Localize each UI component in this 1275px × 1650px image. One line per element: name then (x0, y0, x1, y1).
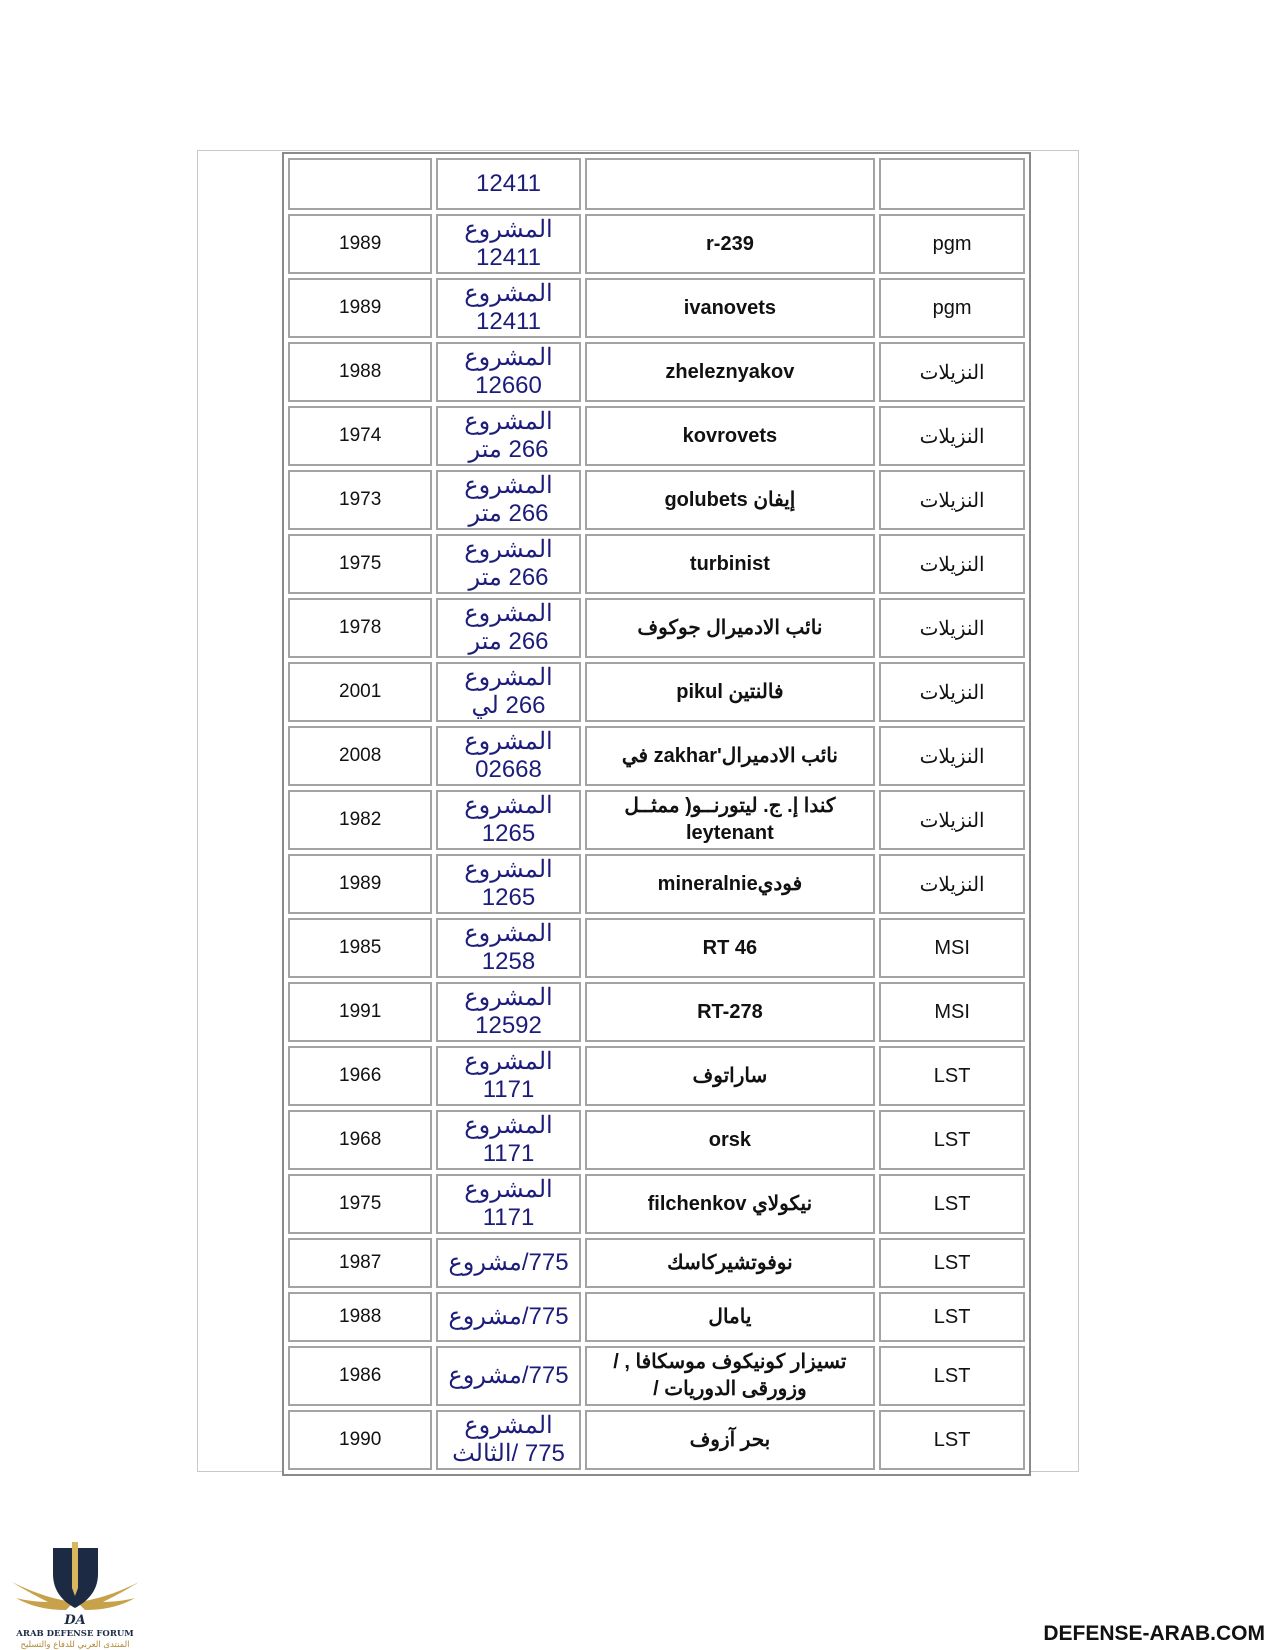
table-row (288, 342, 1025, 402)
project-cell: المشروع 1258 (436, 918, 580, 978)
ships-table (282, 152, 1031, 1476)
type-cell: النزيلات (879, 342, 1025, 402)
table-row (288, 1110, 1025, 1170)
project-cell: 775/مشروع (436, 1238, 580, 1288)
type-cell: LST (879, 1174, 1025, 1234)
year-cell: 1986 (288, 1346, 432, 1406)
type-cell: pgm (879, 214, 1025, 274)
name-cell: zheleznyakov (585, 342, 876, 402)
type-cell: LST (879, 1238, 1025, 1288)
project-cell: المشروع 1265 (436, 790, 580, 850)
type-cell: MSI (879, 918, 1025, 978)
project-cell: المشروع 266 لي (436, 662, 580, 722)
table-row (288, 726, 1025, 786)
name-cell: orsk (585, 1110, 876, 1170)
sword-icon (72, 1542, 78, 1596)
type-cell: LST (879, 1292, 1025, 1342)
project-cell: المشروع 12592 (436, 982, 580, 1042)
name-cell: فوديmineralnie (585, 854, 876, 914)
year-cell: 1975 (288, 1174, 432, 1234)
project-cell: المشروع 12411 (436, 214, 580, 274)
project-cell: المشروع 1265 (436, 854, 580, 914)
year-cell: 1982 (288, 790, 432, 850)
project-cell: المشروع 266 متر (436, 470, 580, 530)
table-row (288, 214, 1025, 274)
table-row (288, 1410, 1025, 1470)
year-cell: 1966 (288, 1046, 432, 1106)
table-row (288, 470, 1025, 530)
name-cell: r-239 (585, 214, 876, 274)
forum-logo (8, 1540, 143, 1650)
year-cell: 1989 (288, 854, 432, 914)
site-url: DEFENSE-ARAB.COM (1043, 1622, 1265, 1645)
name-cell: RT 46 (585, 918, 876, 978)
year-cell: 1975 (288, 534, 432, 594)
type-cell: النزيلات (879, 854, 1025, 914)
year-cell: 1978 (288, 598, 432, 658)
name-cell: نائب الادميرال'zakhar في (585, 726, 876, 786)
table-row (288, 982, 1025, 1042)
type-cell: النزيلات (879, 406, 1025, 466)
table-row (288, 918, 1025, 978)
table-row (288, 158, 1025, 210)
year-cell (288, 158, 432, 210)
table-row (288, 406, 1025, 466)
year-cell: 1973 (288, 470, 432, 530)
name-cell (585, 158, 876, 210)
year-cell: 1985 (288, 918, 432, 978)
project-cell: المشروع 1171 (436, 1174, 580, 1234)
type-cell: pgm (879, 278, 1025, 338)
type-cell: MSI (879, 982, 1025, 1042)
year-cell: 1988 (288, 1292, 432, 1342)
year-cell: 1988 (288, 342, 432, 402)
year-cell: 1989 (288, 214, 432, 274)
name-cell: فالنتين pikul (585, 662, 876, 722)
table-row (288, 1346, 1025, 1406)
logo-brand-en: ARAB DEFENSE FORUM (16, 1629, 134, 1639)
type-cell: النزيلات (879, 662, 1025, 722)
type-cell: LST (879, 1110, 1025, 1170)
type-cell: النزيلات (879, 726, 1025, 786)
logo-mark: DA (64, 1613, 86, 1628)
year-cell: 1974 (288, 406, 432, 466)
table-row (288, 1174, 1025, 1234)
name-cell: تسيزار كونيكوف موسكافا , / وزورقى الدوريات / (585, 1346, 876, 1406)
project-cell: المشروع 1171 (436, 1110, 580, 1170)
name-cell: turbinist (585, 534, 876, 594)
project-cell: المشروع 02668 (436, 726, 580, 786)
year-cell: 2008 (288, 726, 432, 786)
name-cell: بحر آزوف (585, 1410, 876, 1470)
type-cell: النزيلات (879, 790, 1025, 850)
table-row (288, 278, 1025, 338)
year-cell: 2001 (288, 662, 432, 722)
year-cell: 1987 (288, 1238, 432, 1288)
year-cell: 1990 (288, 1410, 432, 1470)
type-cell: LST (879, 1410, 1025, 1470)
type-cell: النزيلات (879, 598, 1025, 658)
table-row (288, 1046, 1025, 1106)
name-cell: RT-278 (585, 982, 876, 1042)
project-cell: المشروع 266 متر (436, 598, 580, 658)
year-cell: 1991 (288, 982, 432, 1042)
table-row (288, 662, 1025, 722)
name-cell: kovrovets (585, 406, 876, 466)
project-cell: المشروع 12411 (436, 278, 580, 338)
name-cell: نائب الادميرال جوكوف (585, 598, 876, 658)
type-cell: النزيلات (879, 470, 1025, 530)
project-cell: 775/مشروع (436, 1292, 580, 1342)
name-cell: كندا إ. ج. ليتورنــو( ممثــل leytenant (585, 790, 876, 850)
name-cell: نيكولاي filchenkov (585, 1174, 876, 1234)
table-row (288, 534, 1025, 594)
table-row (288, 1238, 1025, 1288)
year-cell: 1989 (288, 278, 432, 338)
type-cell (879, 158, 1025, 210)
type-cell: LST (879, 1346, 1025, 1406)
project-cell: المشروع 266 متر (436, 406, 580, 466)
project-cell: 775/مشروع (436, 1346, 580, 1406)
year-cell: 1968 (288, 1110, 432, 1170)
table-row (288, 1292, 1025, 1342)
project-cell: المشروع 1171 (436, 1046, 580, 1106)
project-cell: المشروع 12660 (436, 342, 580, 402)
name-cell: ساراتوف (585, 1046, 876, 1106)
name-cell: إيفان golubets (585, 470, 876, 530)
table-row (288, 790, 1025, 850)
table-row (288, 598, 1025, 658)
logo-brand-ar: المنتدى العربي للدفاع والتسليح (20, 1640, 130, 1650)
table-row (288, 854, 1025, 914)
project-cell: المشروع 775 /الثالث (436, 1410, 580, 1470)
name-cell: يامال (585, 1292, 876, 1342)
name-cell: ivanovets (585, 278, 876, 338)
project-cell: 12411 (436, 158, 580, 210)
name-cell: نوفوتشيركاسك (585, 1238, 876, 1288)
type-cell: النزيلات (879, 534, 1025, 594)
type-cell: LST (879, 1046, 1025, 1106)
project-cell: المشروع 266 متر (436, 534, 580, 594)
